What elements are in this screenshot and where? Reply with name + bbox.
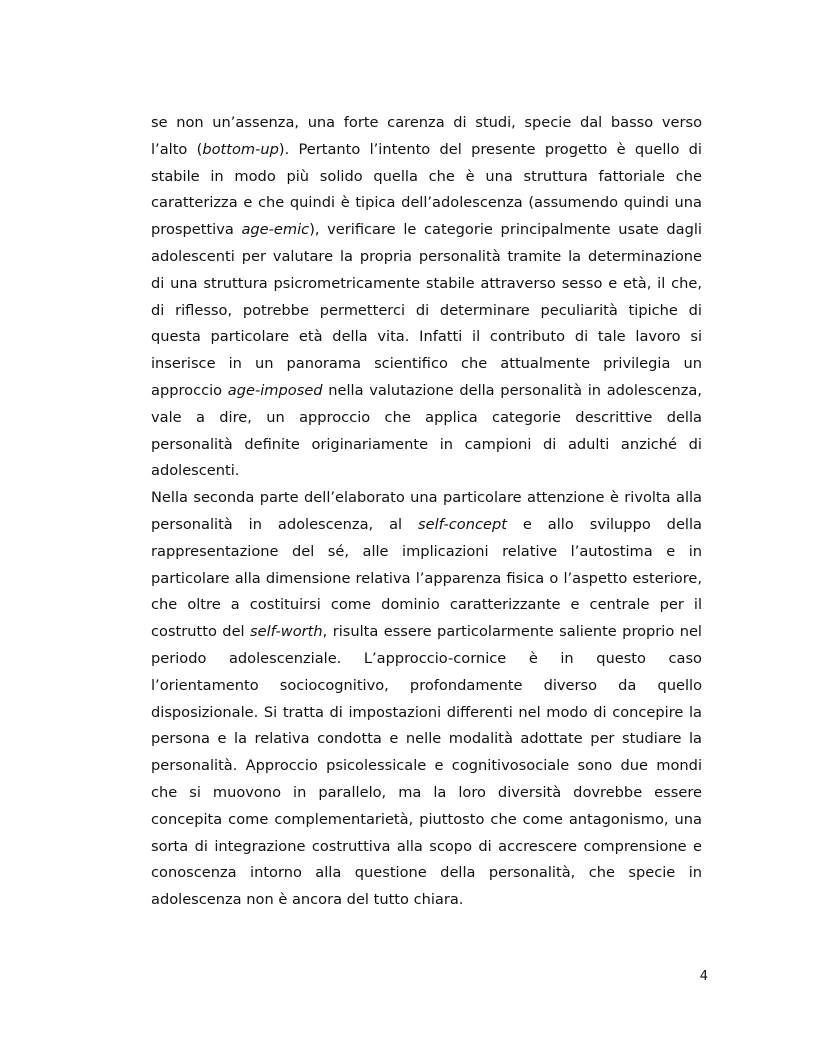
text-line: personalità. Approccio psicolessicale e cognitivosociale sono due mondi: [151, 757, 702, 775]
text-line: personalità definite originariamente in campioni di adulti anziché di: [151, 435, 702, 453]
text-line: questa particolare età della vita. Infatti il contributo di tale lavoro si: [151, 328, 702, 346]
text-line: vale a dire, un approccio che applica categorie descrittive della: [151, 408, 702, 426]
text-line: che si muovono in parallelo, ma la loro diversità dovrebbe essere: [151, 783, 702, 801]
text-line: costrutto del self-worth, risulta essere particolarmente saliente proprio nel: [151, 623, 702, 641]
text-line: rappresentazione del sé, alle implicazioni relative l’autostima e in: [151, 542, 702, 560]
text-line: concepita come complementarietà, piuttosto che come antagonismo, una: [151, 810, 702, 828]
text-line: conoscenza intorno alla questione della personalità, che specie in: [151, 864, 702, 882]
text-line: sorta di integrazione costruttiva alla scopo di accrescere comprensione e: [151, 837, 702, 855]
text-line: approccio age-imposed nella valutazione della personalità in adolescenza,: [151, 381, 702, 399]
text-line: l’orientamento sociocognitivo, profondamente diverso da quello: [151, 676, 702, 694]
body-text: [151, 110, 702, 914]
text-line: adolescenti.: [151, 462, 240, 480]
text-line: particolare alla dimensione relativa l’apparenza fisica o l’aspetto esteriore,: [151, 569, 702, 587]
page-number: 4: [699, 969, 708, 984]
text-line: adolescenti per valutare la propria personalità tramite la determinazione: [151, 247, 702, 265]
text-line: adolescenza non è ancora del tutto chiara.: [151, 891, 464, 909]
text-line: stabile in modo più solido quella che è una struttura fattoriale che: [151, 167, 702, 185]
paragraph: [151, 485, 702, 914]
text-line: l’alto (bottom-up). Pertanto l’intento del presente progetto è quello di: [151, 140, 702, 158]
text-line: caratterizza e che quindi è tipica dell’adolescenza (assumendo quindi una: [151, 194, 702, 212]
text-line: che oltre a costituirsi come dominio caratterizzante e centrale per il: [151, 596, 702, 614]
text-line: disposizionale. Si tratta di impostazioni differenti nel modo di concepire la: [151, 703, 702, 721]
text-line: di riflesso, potrebbe permetterci di determinare peculiarità tipiche di: [151, 301, 702, 319]
text-line: prospettiva age-emic), verificare le categorie principalmente usate dagli: [151, 221, 702, 239]
text-line: inserisce in un panorama scientifico che attualmente privilegia un: [151, 355, 702, 373]
text-line: periodo adolescenziale. L’approccio-cornice è in questo caso: [151, 649, 702, 667]
text-line: di una struttura psicrometricamente stabile attraverso sesso e età, il che,: [151, 274, 702, 292]
text-line: Nella seconda parte dell’elaborato una particolare attenzione è rivolta alla: [151, 489, 702, 507]
text-line: persona e la relativa condotta e nelle modalità adottate per studiare la: [151, 730, 702, 748]
text-line: personalità in adolescenza, al self-concept e allo sviluppo della: [151, 515, 702, 533]
text-line: se non un’assenza, una forte carenza di studi, specie dal basso verso: [151, 114, 702, 131]
paragraph: [151, 110, 702, 485]
